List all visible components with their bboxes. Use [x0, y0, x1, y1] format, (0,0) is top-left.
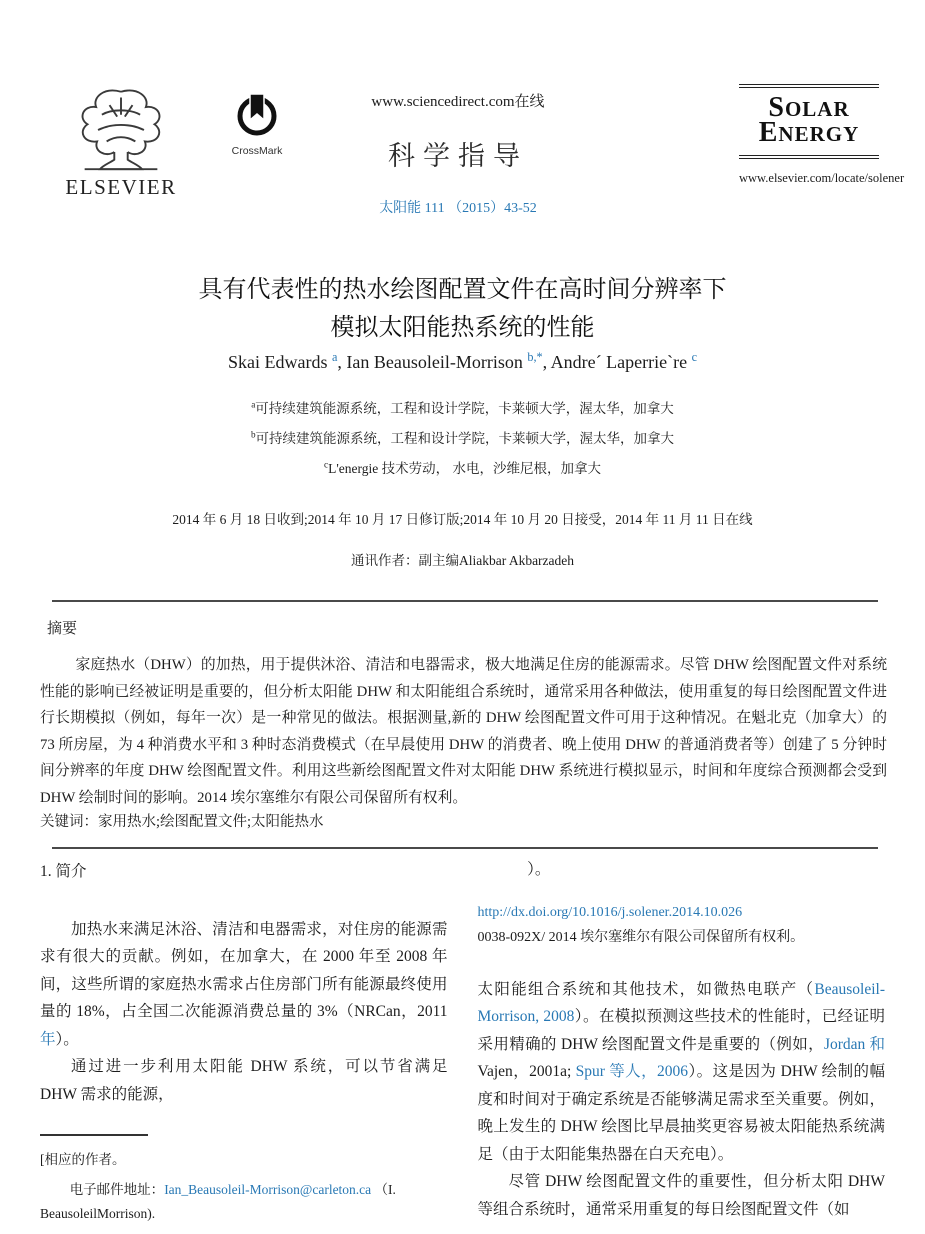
inline-link[interactable]: b,*: [527, 350, 543, 364]
inline-link[interactable]: a: [331, 350, 338, 364]
affiliation-a: $^a$可持续建筑能源系统，工程和设计学院，卡莱顿大学，渥太华，加拿大: [251, 399, 674, 416]
article-body: [40, 856, 885, 1232]
body-divider: [52, 847, 878, 849]
article-title: 具有代表性的热水绘图配置文件在高时间分辨率下 模拟太阳能热系统的性能: [198, 277, 727, 341]
body-paragraph-1: 太阳能组合系统和其他技术，如微热电联产（Beausoleil-Morrison, 2008）。在模拟预测这些技术的性能时，已经证明采用精确的 DHW 绘图配置文件是重要的（例如，Jordan 和 Vajen，2001a; Spur 等人，2006）。这是因为 DHW 绘制的幅度和时间对于确定系统是否能够满足需求至关重要。例如，晚上发生的 DHW 绘图比早晨抽奖更容易被太阳能热系统满足（由于太阳能集热器在白天充电）。: [477, 980, 885, 1163]
masthead-center: [288, 90, 628, 217]
inline-link[interactable]: Beausoleil-Morrison, 2008: [477, 980, 885, 1025]
affiliations: [0, 398, 925, 488]
inline-link[interactable]: c: [691, 350, 698, 364]
crossmark-label: CrossMark: [231, 145, 283, 157]
abstract-divider: [52, 600, 878, 602]
left-column: [40, 856, 448, 1232]
body-paragraph-2: 尽管 DHW 绘图配置文件的重要性，但分析太阳 DHW 等组合系统时，通常采用重复的每日绘图配置文件（如: [477, 1173, 885, 1218]
intro-paragraph-1: 加热水来满足沐浴、清洁和电器需求，对住房的能源需求有很大的贡献。例如，在加拿大，在 2000 年至 2008 年间，这些所谓的家庭热水需求占住房部门所有能源最终使用量的 18%，占全国二次能源消费总量的 3%（NRCan，2011 年）。: [40, 920, 448, 1048]
corresponding-author-note: [相应的作者。: [40, 1152, 126, 1167]
intro-paragraph-2: 通过进一步利用太阳能 DHW 系统，可以节省满足 DHW 需求的能源，: [40, 1058, 448, 1103]
author-list: Skai Edwards $^a$, Ian Beausoleil-Morrison $^{b,*}$, Andre´ Laperrie`re $^c$: [227, 350, 698, 372]
editor-note: 通讯作者：副主编Aliakbar Akbarzadeh: [350, 553, 575, 568]
inline-link[interactable]: 年: [40, 1030, 56, 1048]
issn-copyright-line: 0038-092X/ 2014 埃尔塞维尔有限公司保留所有权利。: [477, 929, 805, 945]
elsevier-tree-icon: [60, 86, 182, 174]
solar-energy-wordmark: SOLAR ENERGY: [739, 84, 879, 159]
email-note: 电子邮件地址：Ian_Beausoleil-Morrison@carleton.ca （I. BeausoleilMorrison).: [40, 1182, 396, 1221]
article-history: 2014 年 6 月 18 日收到;2014 年 10 月 17 日修订版;2014 年 10 月 20 日接受，2014 年 11 月 11 日在线: [172, 512, 753, 527]
journal-citation-link[interactable]: 太阳能 111 （2015）43-52: [379, 201, 537, 216]
inline-link[interactable]: Spur 等人，2006: [575, 1063, 689, 1080]
continuation-fragment: ）。: [527, 861, 551, 878]
crossmark-bookmark-icon: [236, 125, 278, 142]
abstract-heading: 摘要: [47, 621, 78, 637]
solar-energy-logo: [739, 84, 905, 186]
footnote-divider: [40, 1134, 148, 1136]
sciencedirect-line: www.sciencedirect.com在线: [371, 94, 545, 110]
keywords-line: 关键词：家用热水;绘图配置文件;太阳能热水: [40, 814, 324, 830]
inline-link[interactable]: Ian_Beausoleil-Morrison@carleton.ca: [164, 1182, 372, 1197]
doi-link[interactable]: http://dx.doi.org/10.1016/j.solener.2014.10.026: [477, 904, 743, 920]
journal-homepage-link[interactable]: www.elsevier.com/locate/solener: [739, 171, 905, 185]
affiliation-c: $^c$L'energie 技术劳动， 水电，沙维尼根，加拿大: [324, 459, 601, 476]
elsevier-wordmark: ELSEVIER: [65, 175, 177, 199]
footnote-block: [40, 1134, 448, 1226]
sciencedirect-brand: 科学指导: [388, 141, 528, 171]
inline-link[interactable]: Jordan 和: [823, 1035, 885, 1053]
section-1-heading: 1. 简介: [40, 863, 87, 880]
crossmark-badge[interactable]: [227, 92, 287, 157]
right-column: [478, 856, 886, 1232]
elsevier-logo[interactable]: [60, 86, 182, 200]
affiliation-b: $^b$可持续建筑能源系统，工程和设计学院，卡莱顿大学，渥太华，加拿大: [250, 429, 675, 446]
abstract-body: 家庭热水（DHW）的加热，用于提供沐浴、清洁和电器需求，极大地满足住房的能源需求。尽管 DHW 绘图配置文件对系统性能的影响已经被证明是重要的，但分析太阳能 DHW 和太阳能组合系统时，通常采用各种做法，使用重复的每日绘图配置文件进行长期模拟（例如，每年一次）是一种常见的做法。根据测量,新的 DHW 绘图配置文件可用于这种情况。在魁北克（加拿大）的 73 所房屋，为 4 种消费水平和 3 种时态消费模式（在早晨使用 DHW 的消费者、晚上使用 DHW 的普通消费者等）创建了 5 分钟时间分辨率的年度 DHW 绘图配置文件。利用这些新绘图配置文件对太阳能 DHW 系统进行模拟显示，时间和年度综合预测都会受到 DHW 绘制时间的影响。2014 埃尔塞维尔有限公司保留所有权利。: [40, 657, 887, 806]
